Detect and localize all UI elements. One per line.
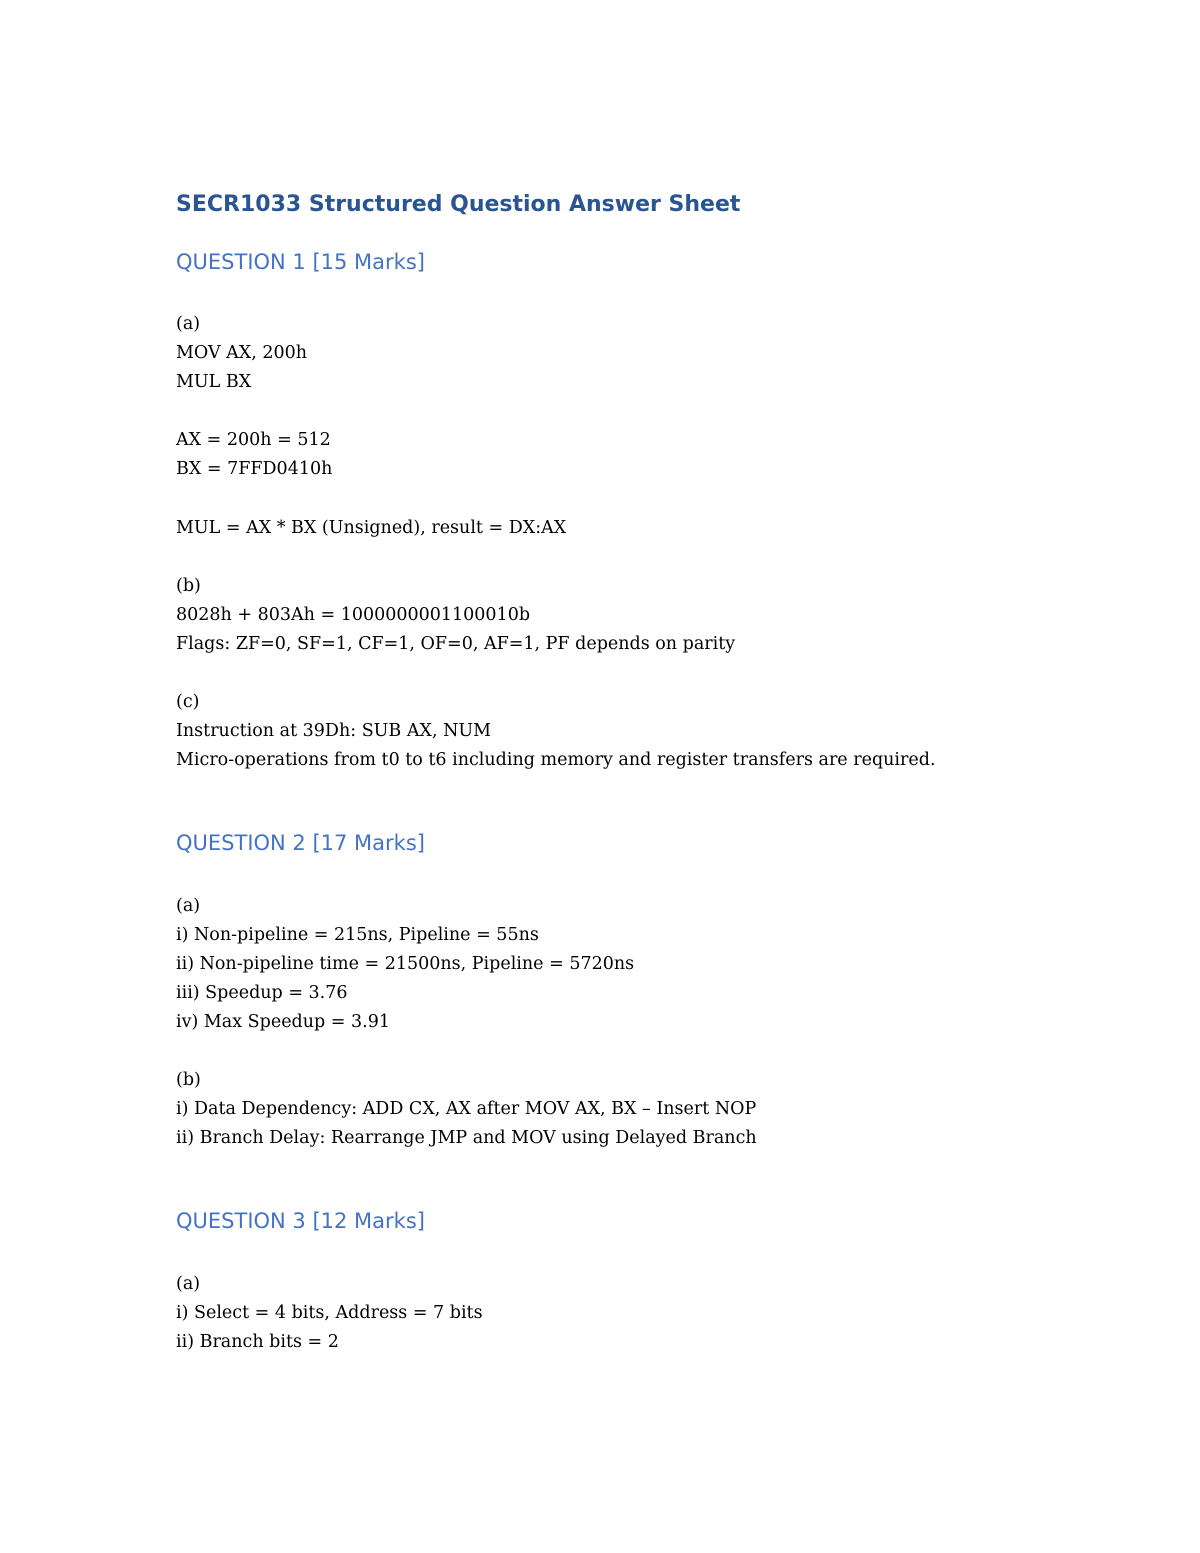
question-3-heading: QUESTION 3 [12 Marks] (176, 1209, 425, 1233)
q1-a-value: BX = 7FFD0410h (176, 459, 333, 479)
q3-a-line: i) Select = 4 bits, Address = 7 bits (176, 1303, 483, 1323)
q2-a-line: i) Non-pipeline = 215ns, Pipeline = 55ns (176, 925, 539, 945)
q1-a-value: AX = 200h = 512 (176, 430, 331, 450)
question-2-heading: QUESTION 2 [17 Marks] (176, 831, 425, 855)
q1-part-a-label: (a) (176, 314, 201, 334)
q1-b-line: 8028h + 803Ah = 1000000001100010b (176, 605, 531, 625)
q2-a-line: ii) Non-pipeline time = 21500ns, Pipeline = 5720ns (176, 954, 635, 974)
q3-part-a-label: (a) (176, 1274, 201, 1294)
q1-a-line: MOV AX, 200h (176, 343, 308, 363)
q1-c-line: Micro-operations from t0 to t6 including memory and register transfers are required. (176, 750, 936, 770)
q2-part-b-label: (b) (176, 1070, 201, 1090)
q2-a-line: iv) Max Speedup = 3.91 (176, 1012, 390, 1032)
document-title: SECR1033 Structured Question Answer Sheet (176, 192, 741, 217)
q2-b-line: i) Data Dependency: ADD CX, AX after MOV AX, BX – Insert NOP (176, 1099, 757, 1119)
q1-a-result: MUL = AX * BX (Unsigned), result = DX:AX (176, 518, 567, 538)
q1-part-c-label: (c) (176, 692, 200, 712)
q1-a-line: MUL BX (176, 372, 252, 392)
q2-b-line: ii) Branch Delay: Rearrange JMP and MOV using Delayed Branch (176, 1128, 757, 1148)
question-1-heading: QUESTION 1 [15 Marks] (176, 250, 425, 274)
q1-part-b-label: (b) (176, 576, 201, 596)
q1-b-line: Flags: ZF=0, SF=1, CF=1, OF=0, AF=1, PF depends on parity (176, 634, 736, 654)
q1-c-line: Instruction at 39Dh: SUB AX, NUM (176, 721, 492, 741)
q3-a-line: ii) Branch bits = 2 (176, 1332, 339, 1352)
q2-a-line: iii) Speedup = 3.76 (176, 983, 348, 1003)
q2-part-a-label: (a) (176, 896, 201, 916)
